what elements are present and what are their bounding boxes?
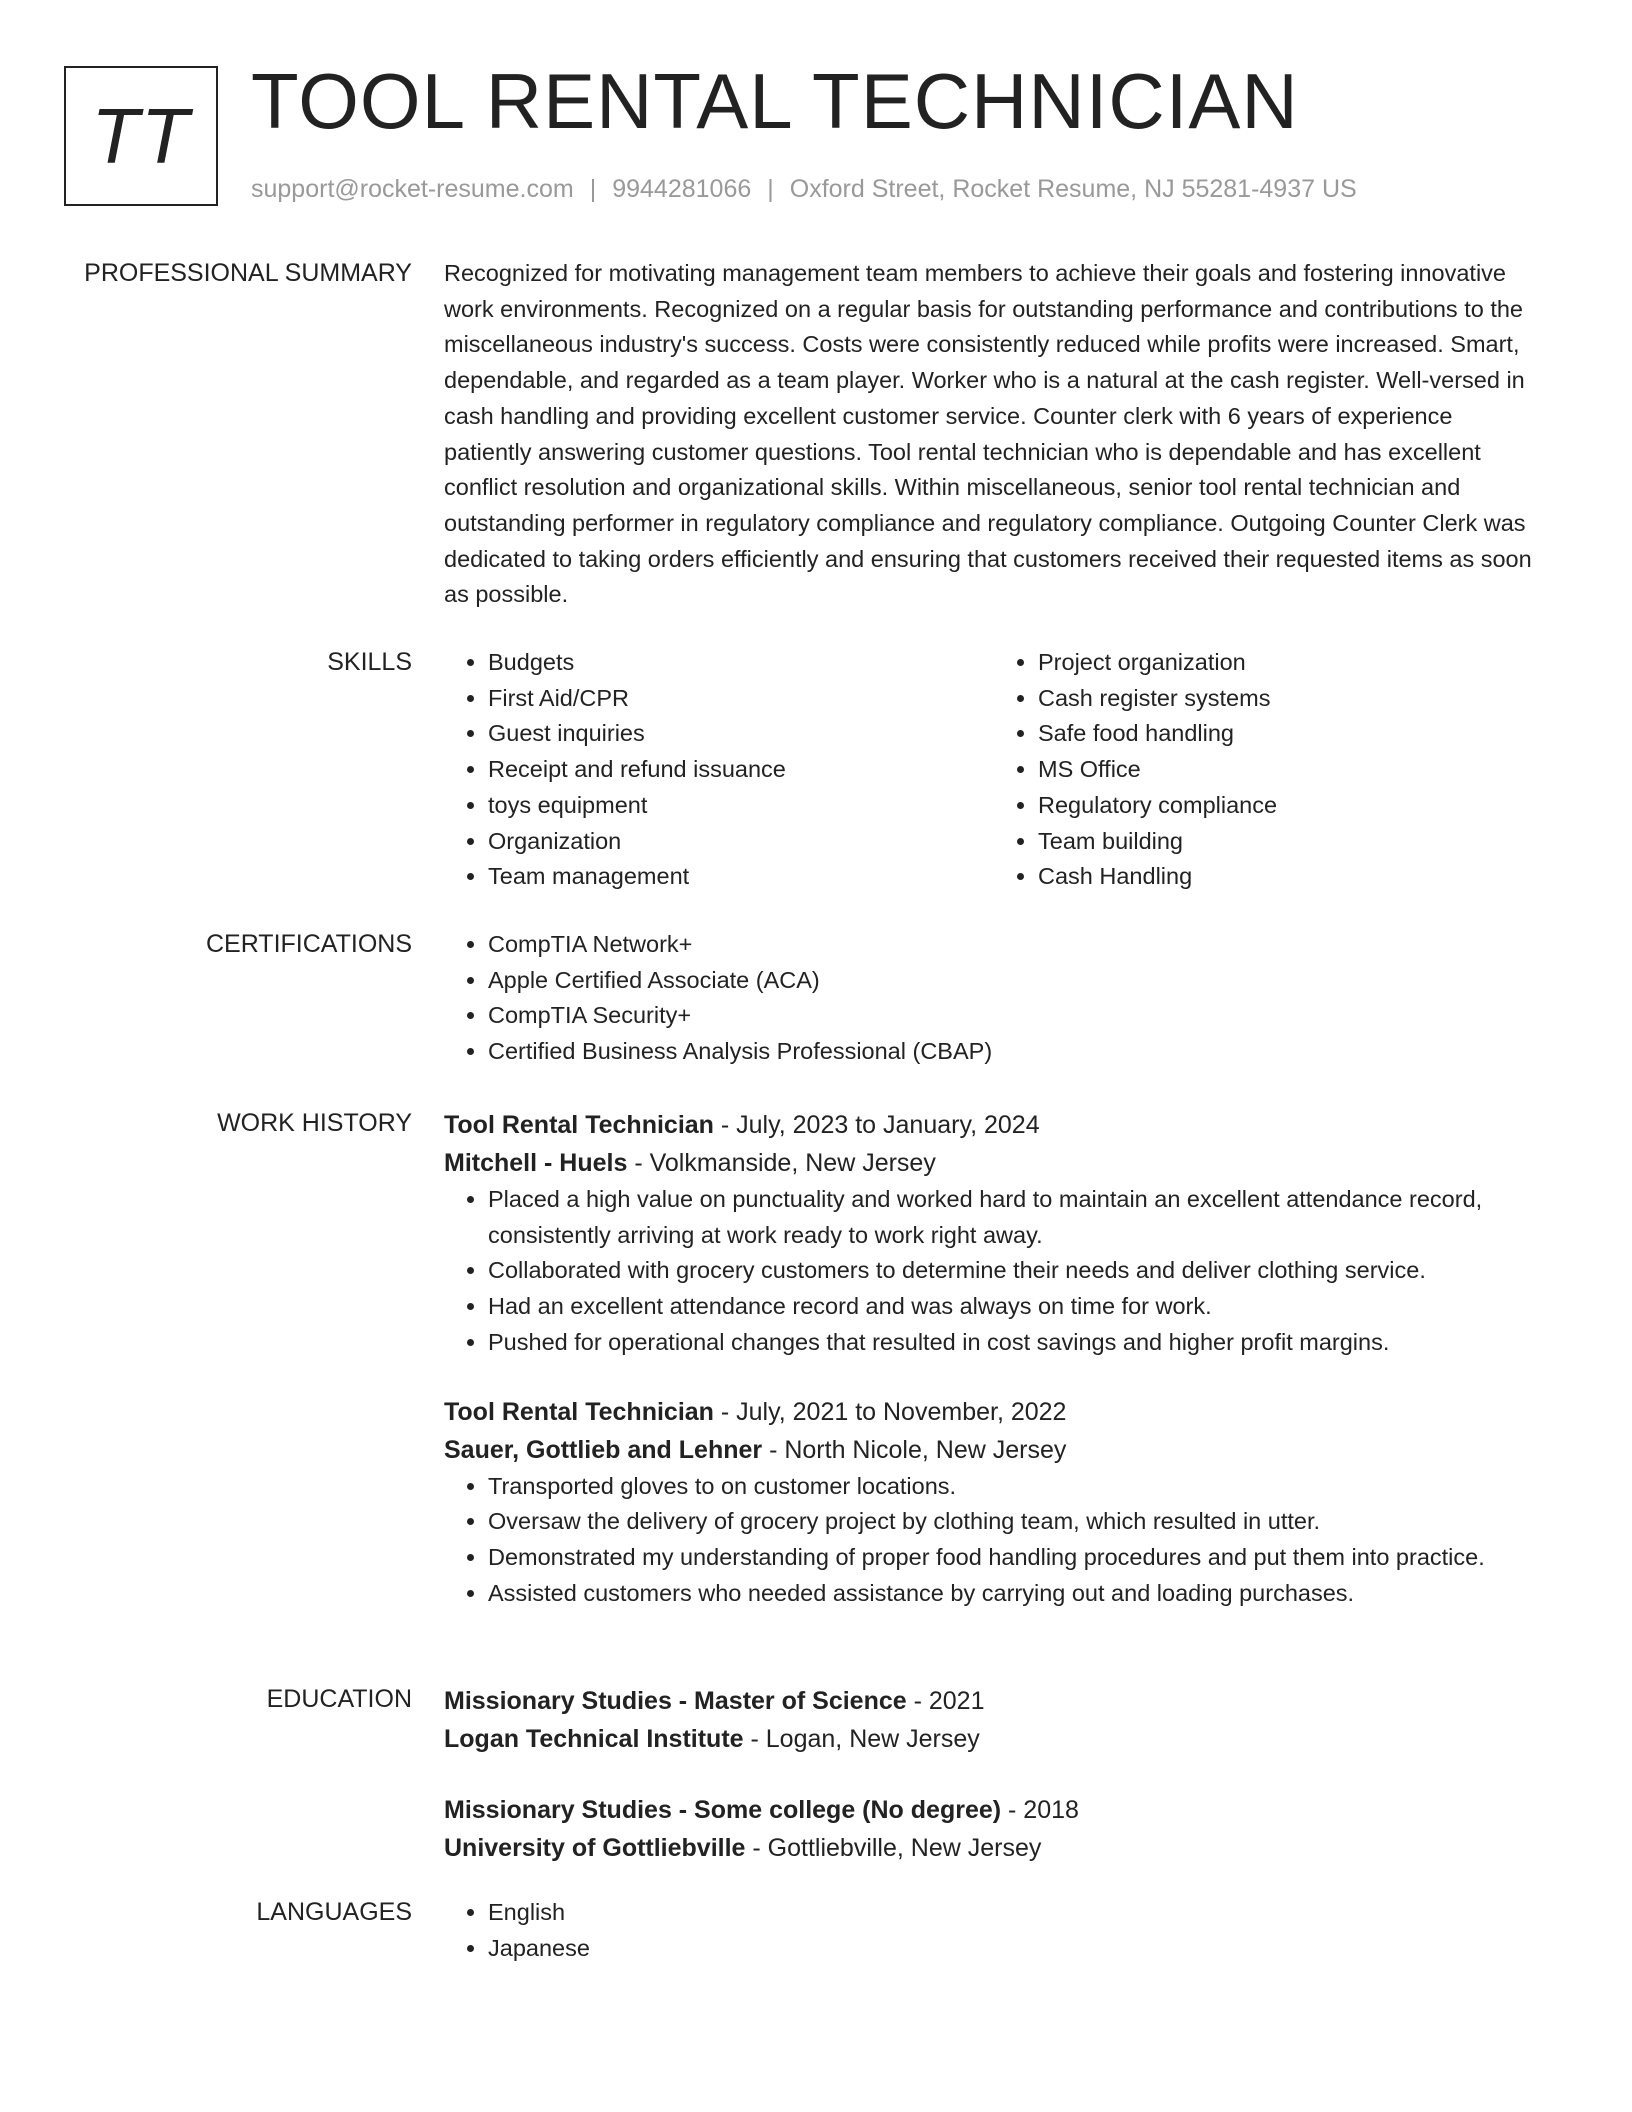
contact-separator: | xyxy=(767,175,774,203)
job-dates: - July, 2023 to January, 2024 xyxy=(713,1111,1040,1139)
skills-list-left xyxy=(444,645,994,895)
skills-content xyxy=(444,645,1544,895)
certification-item: • Certified Business Analysis Professional (CBAP) xyxy=(488,1034,1544,1070)
skill-item: • MS Office xyxy=(1038,752,1544,788)
job-bullet: • Assisted customers who needed assistance by carrying out and loading purchases. xyxy=(488,1576,1544,1612)
job-dates: - July, 2021 to November, 2022 xyxy=(713,1397,1067,1426)
education-degree: Missionary Studies - Some college (No degree) xyxy=(444,1796,1002,1824)
language-item: • English xyxy=(488,1895,1544,1931)
skill-item: • First Aid/CPR xyxy=(488,681,994,717)
education-entry xyxy=(444,1682,1544,1758)
education-degree: Missionary Studies - Master of Science xyxy=(444,1687,907,1715)
job-location: - Volkmanside, New Jersey xyxy=(627,1149,936,1177)
skill-item: • Project organization xyxy=(1038,645,1544,681)
job-company-line xyxy=(444,1431,1544,1469)
skill-item: • Guest inquiries xyxy=(488,716,994,752)
certifications-list xyxy=(444,927,1544,1070)
skill-item: • toys equipment xyxy=(488,788,994,824)
skill-item: • Cash Handling xyxy=(1038,859,1544,895)
job-bullet: • Oversaw the delivery of grocery project by clothing team, which resulted in utter. xyxy=(488,1504,1544,1540)
job-company: Sauer, Gottlieb and Lehner xyxy=(444,1435,763,1464)
section-label-education: EDUCATION xyxy=(266,1685,412,1713)
section-label-summary: PROFESSIONAL SUMMARY xyxy=(84,259,412,287)
skills-list-right xyxy=(994,645,1544,895)
languages-list xyxy=(444,1895,1544,1966)
job-location: - North Nicole, New Jersey xyxy=(762,1435,1067,1464)
contact-line xyxy=(251,174,1357,204)
work-history-content xyxy=(444,1106,1544,1611)
job-bullet: • Pushed for operational changes that resulted in cost savings and higher profit margins. xyxy=(488,1325,1544,1361)
education-degree-line xyxy=(444,1682,1544,1720)
education-year: - 2018 xyxy=(1001,1796,1079,1824)
skill-item: • Budgets xyxy=(488,645,994,681)
job-company: Mitchell - Huels xyxy=(444,1149,628,1177)
education-degree-line xyxy=(444,1791,1544,1829)
job-title: Tool Rental Technician xyxy=(444,1397,714,1426)
job-entry xyxy=(444,1393,1544,1612)
contact-phone: 9944281066 xyxy=(612,175,752,203)
education-content xyxy=(444,1682,1544,1867)
language-item: • Japanese xyxy=(488,1931,1544,1967)
education-school: Logan Technical Institute xyxy=(444,1725,744,1753)
summary-content xyxy=(444,256,1544,613)
skill-item: • Receipt and refund issuance xyxy=(488,752,994,788)
education-school-line xyxy=(444,1720,1544,1758)
job-bullets xyxy=(444,1469,1544,1612)
education-location: - Gottliebville, New Jersey xyxy=(745,1834,1042,1862)
job-title-line xyxy=(444,1393,1544,1431)
section-label-skills: SKILLS xyxy=(327,648,412,676)
certification-item: • Apple Certified Associate (ACA) xyxy=(488,963,1544,999)
education-school: University of Gottliebville xyxy=(444,1834,746,1862)
section-label-work-history: WORK HISTORY xyxy=(217,1109,412,1137)
job-bullets xyxy=(444,1182,1544,1361)
education-entry xyxy=(444,1791,1544,1867)
certification-item: • CompTIA Network+ xyxy=(488,927,1544,963)
job-bullet: • Placed a high value on punctuality and worked hard to maintain an excellent attendance record, consistently arriving at work ready to work right away. xyxy=(488,1182,1544,1253)
job-entry xyxy=(444,1106,1544,1361)
job-bullet: • Transported gloves to on customer locations. xyxy=(488,1469,1544,1505)
education-school-line xyxy=(444,1829,1544,1867)
job-bullet: • Demonstrated my understanding of proper food handling procedures and put them into practice. xyxy=(488,1540,1544,1576)
education-location: - Logan, New Jersey xyxy=(743,1725,980,1753)
contact-email: support@rocket-resume.com xyxy=(251,175,574,203)
skill-item: • Cash register systems xyxy=(1038,681,1544,717)
section-label-certifications: CERTIFICATIONS xyxy=(205,930,412,958)
summary-text: Recognized for motivating management team members to achieve their goals and fostering innovative work environments. Recognized on a regular basis for outstanding performance and contributions to the miscellaneous industry's success. Costs were consistently reduced while profits were increased. Smart, dependable, and regarded as a team player. Worker who is a natural at the cash register. Well-versed in cash handling and providing excellent customer service. Counter clerk with 6 years of experience patiently answering customer questions. Tool rental technician who is dependable and has excellent conflict resolution and organizational skills. Within miscellaneous, senior tool rental technician and outstanding performer in regulatory compliance and regulatory compliance. Outgoing Counter Clerk was dedicated to taking orders efficiently and ensuring that customers received their requested items as soon as possible. xyxy=(444,260,1532,608)
skill-item: • Regulatory compliance xyxy=(1038,788,1544,824)
skill-item: • Team management xyxy=(488,859,994,895)
section-label-languages: LANGUAGES xyxy=(256,1898,412,1926)
contact-address: Oxford Street, Rocket Resume, NJ 55281-4937 US xyxy=(789,175,1357,203)
job-bullet: • Collaborated with grocery customers to determine their needs and deliver clothing service. xyxy=(488,1253,1544,1289)
certification-item: • CompTIA Security+ xyxy=(488,998,1544,1034)
skill-item: • Team building xyxy=(1038,824,1544,860)
skills-grid xyxy=(444,645,1544,895)
job-bullet: • Had an excellent attendance record and was always on time for work. xyxy=(488,1289,1544,1325)
certifications-content xyxy=(444,927,1544,1070)
job-company-line xyxy=(444,1144,1544,1182)
resume-name-title: TOOL RENTAL TECHNICIAN xyxy=(251,57,1299,145)
skill-item: • Safe food handling xyxy=(1038,716,1544,752)
contact-separator: | xyxy=(589,175,597,203)
skill-item: • Organization xyxy=(488,824,994,860)
job-title-line xyxy=(444,1106,1544,1144)
job-title: Tool Rental Technician xyxy=(444,1111,714,1139)
education-year: - 2021 xyxy=(906,1687,985,1715)
languages-content xyxy=(444,1895,1544,1966)
monogram-logo: TT xyxy=(64,66,218,206)
